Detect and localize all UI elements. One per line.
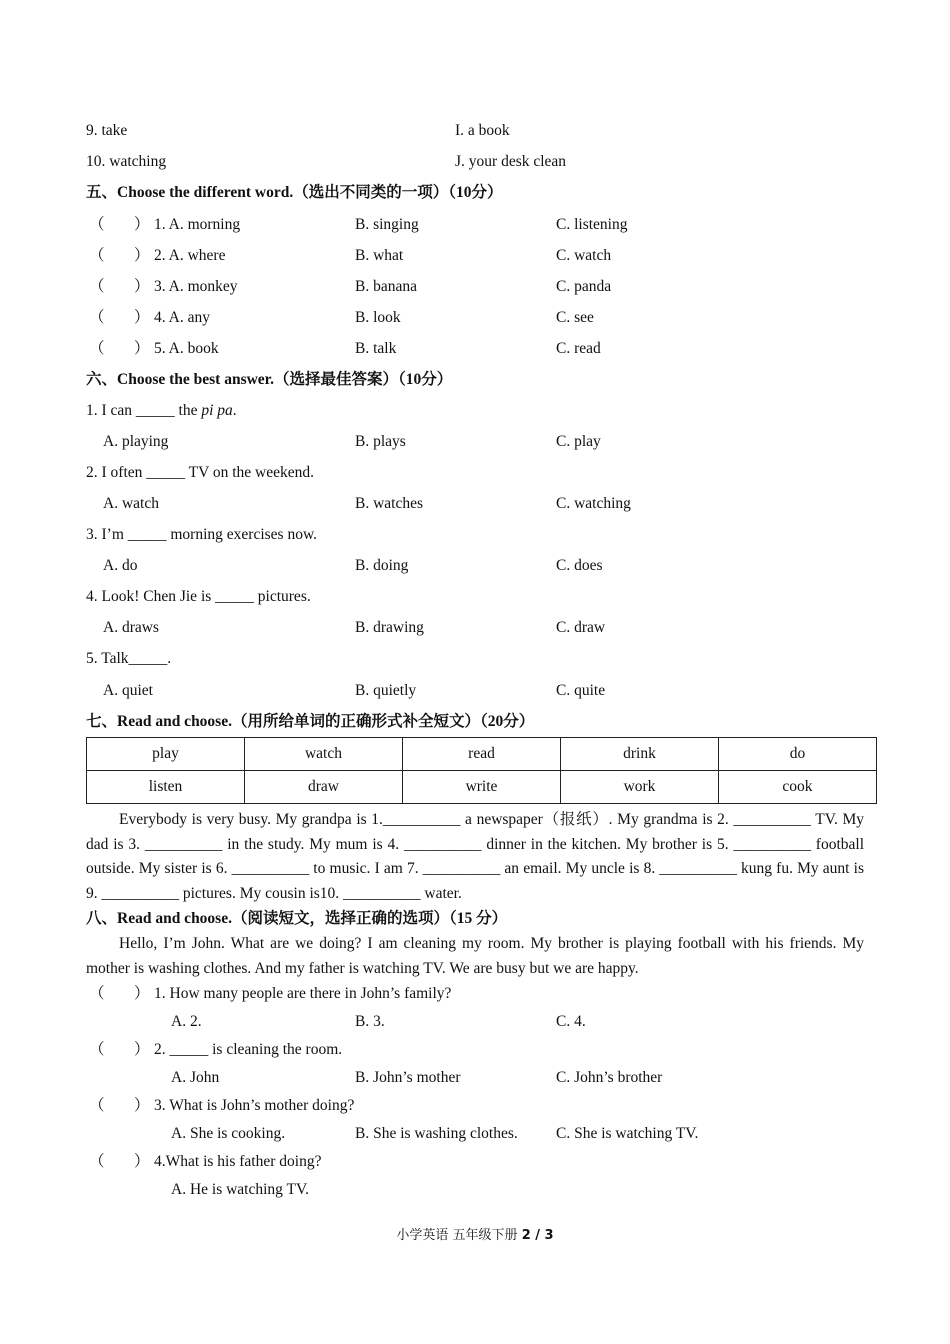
word-cell: watch: [245, 738, 403, 771]
section-6-title: 六、Choose the best answer.（选择最佳答案）（10分）: [86, 371, 453, 388]
answer-paren-close: ）: [134, 309, 150, 326]
match-right-i: I. a book: [455, 122, 510, 139]
word-cell: play: [87, 738, 245, 771]
page-number: 2 / 3: [521, 1228, 554, 1243]
answer-paren-close: ）: [134, 1097, 150, 1114]
option-b: B. look: [355, 309, 401, 326]
option-a: 3. A. monkey: [154, 278, 238, 295]
answer-paren-open[interactable]: （: [89, 1041, 105, 1058]
sec8-passage: Hello, I’m John. What are we doing? I am cleaning my room. My brother is playing football with his friends. My mother is washing clothes. And my father is watching TV. We are busy but we are happy.: [86, 935, 864, 977]
option-a: A. She is cooking.: [171, 1125, 286, 1142]
match-right-j: J. your desk clean: [455, 153, 567, 170]
word-cell: work: [561, 771, 719, 804]
answer-paren-close: ）: [134, 216, 150, 233]
option-b: B. drawing: [355, 619, 424, 636]
option-a: A. 2.: [171, 1013, 202, 1030]
option-c: C. listening: [556, 216, 628, 233]
option-a: A. do: [103, 557, 138, 574]
option-b: B. doing: [355, 557, 409, 574]
answer-paren-close: ）: [134, 1153, 150, 1170]
answer-paren-open[interactable]: （: [89, 216, 105, 233]
option-b: B. 3.: [355, 1013, 385, 1030]
sec6-question-4: 4. Look! Chen Jie is _____ pictures.: [86, 588, 311, 605]
option-b: B. John’s mother: [355, 1069, 461, 1086]
option-c: C. see: [556, 309, 594, 326]
sec6-question-3: 3. I’m _____ morning exercises now.: [86, 526, 318, 543]
option-a: A. He is watching TV.: [171, 1181, 310, 1198]
option-b: B. quietly: [355, 682, 417, 699]
option-c: C. read: [556, 340, 601, 357]
section-5-title: 五、Choose the different word.（选出不同类的一项）（10分）: [86, 184, 503, 201]
option-a: 2. A. where: [154, 247, 226, 264]
answer-paren-open[interactable]: （: [89, 1153, 105, 1170]
option-c: C. watching: [556, 495, 631, 512]
sec7-passage: Everybody is very busy. My grandpa is 1.__________ a newspaper（报纸）. My grandma is 2. __________ TV. My dad is 3. __________ in the study. My mum is 4. __________ dinner in the kitchen. My brother is 5. __________ football outside. My sister is 6. __________ to music. I am 7. __________ an email. My uncle is 8. __________ kung fu. My aunt is 9. __________ pictures. My cousin is10. __________ water.: [86, 811, 864, 903]
answer-paren-open[interactable]: （: [89, 309, 105, 326]
answer-paren-close: ）: [134, 340, 150, 357]
page-footer: [0, 1224, 950, 1243]
question-emphasis: pi pa: [201, 402, 233, 419]
section-7-title: 七、Read and choose.（用所给单词的正确形式补全短文）（20分）: [86, 713, 535, 730]
option-c: C. draw: [556, 619, 606, 636]
option-a: A. John: [171, 1069, 220, 1086]
option-c: C. quite: [556, 682, 606, 699]
sec6-question-5: 5. Talk_____.: [86, 650, 172, 667]
word-bank-row: [87, 771, 877, 804]
option-b: B. She is washing clothes.: [355, 1125, 518, 1142]
question-text: 1. I can _____ the: [86, 402, 202, 419]
section-8-title: 八、Read and choose.（阅读短文，选择正确的选项）（15 分）: [86, 910, 508, 927]
word-bank-row: [87, 738, 877, 771]
question-text: 2. _____ is cleaning the room.: [154, 1041, 343, 1058]
sec6-question-2: 2. I often _____ TV on the weekend.: [86, 464, 315, 481]
word-cell: draw: [245, 771, 403, 804]
option-b: B. what: [355, 247, 404, 264]
answer-paren-open[interactable]: （: [89, 985, 105, 1002]
option-c: C. watch: [556, 247, 612, 264]
option-a: 5. A. book: [154, 340, 219, 357]
match-left-9: 9. take: [86, 122, 128, 139]
option-a: A. playing: [103, 433, 169, 450]
option-a: A. quiet: [103, 682, 153, 699]
answer-paren-close: ）: [134, 1041, 150, 1058]
question-text: 3. What is John’s mother doing?: [154, 1097, 355, 1114]
option-a: A. draws: [103, 619, 159, 636]
question-text: 1. How many people are there in John’s family?: [154, 985, 452, 1002]
word-cell: listen: [87, 771, 245, 804]
word-cell: write: [403, 771, 561, 804]
option-b: B. banana: [355, 278, 417, 295]
match-left-10: 10. watching: [86, 153, 167, 170]
sec6-question-1: [86, 401, 237, 421]
option-c: C. 4.: [556, 1013, 586, 1030]
option-b: B. talk: [355, 340, 397, 357]
option-a: 1. A. morning: [154, 216, 241, 233]
question-text: 4.What is his father doing?: [154, 1153, 322, 1170]
word-cell: read: [403, 738, 561, 771]
option-c: C. She is watching TV.: [556, 1125, 699, 1142]
word-bank-table: [86, 737, 877, 804]
option-b: B. singing: [355, 216, 419, 233]
word-cell: drink: [561, 738, 719, 771]
option-a: A. watch: [103, 495, 159, 512]
answer-paren-open[interactable]: （: [89, 278, 105, 295]
word-cell: cook: [719, 771, 877, 804]
answer-paren-open[interactable]: （: [89, 340, 105, 357]
answer-paren-close: ）: [134, 278, 150, 295]
footer-text: 小学英语 五年级下册: [396, 1228, 522, 1243]
option-b: B. plays: [355, 433, 406, 450]
answer-paren-open[interactable]: （: [89, 1097, 105, 1114]
answer-paren-close: ）: [134, 247, 150, 264]
answer-paren-open[interactable]: （: [89, 247, 105, 264]
option-c: C. play: [556, 433, 601, 450]
option-c: C. John’s brother: [556, 1069, 663, 1086]
word-cell: do: [719, 738, 877, 771]
option-c: C. does: [556, 557, 603, 574]
question-text-end: .: [232, 402, 237, 419]
option-c: C. panda: [556, 278, 612, 295]
answer-paren-close: ）: [134, 985, 150, 1002]
option-b: B. watches: [355, 495, 424, 512]
option-a: 4. A. any: [154, 309, 210, 326]
